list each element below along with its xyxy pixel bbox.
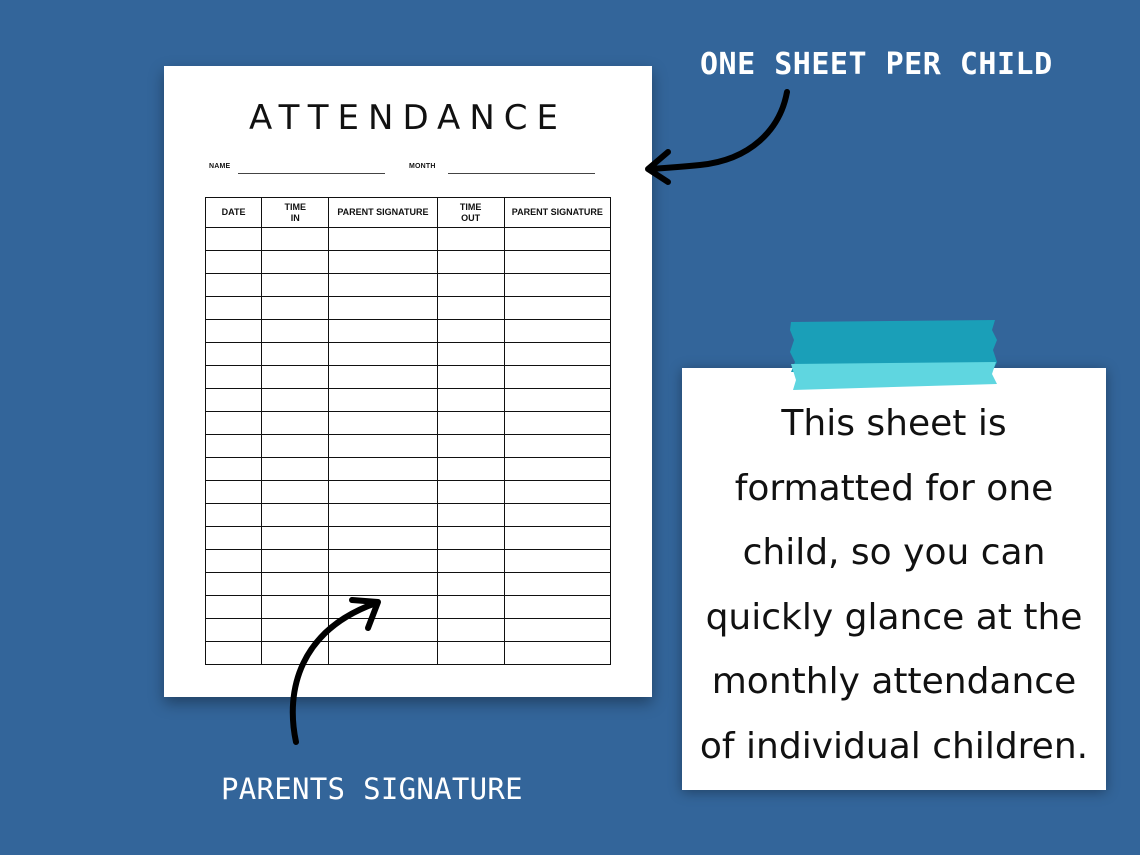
column-header-parent-signature: PARENT SIGNATURE [504, 198, 610, 228]
column-header-parent-signature: PARENT SIGNATURE [329, 198, 437, 228]
note-line: child, so you can [742, 532, 1046, 573]
tape-decoration [789, 318, 999, 390]
sheet-title: ATTENDANCE [249, 98, 567, 138]
callout-parents-signature: PARENTS SIGNATURE [221, 772, 523, 806]
column-header-time-in: TIME IN [262, 198, 329, 228]
column-header-time-out: TIME OUT [437, 198, 504, 228]
note-line: monthly attendance [711, 661, 1077, 702]
name-label: NAME [209, 163, 231, 170]
callout-one-sheet-per-child: ONE SHEET PER CHILD [700, 47, 1053, 82]
arrow-to-signature-icon [293, 600, 378, 742]
column-header-date: DATE [206, 198, 262, 228]
arrow-to-sheet-icon [648, 92, 787, 182]
note-line: quickly glance at the [705, 596, 1083, 638]
note-text [682, 392, 1106, 779]
note-card [682, 368, 1106, 790]
note-line: of individual children. [699, 725, 1089, 767]
note-line: This sheet is [781, 403, 1007, 444]
month-label: MONTH [409, 163, 436, 170]
note-line: formatted for one [734, 467, 1054, 509]
